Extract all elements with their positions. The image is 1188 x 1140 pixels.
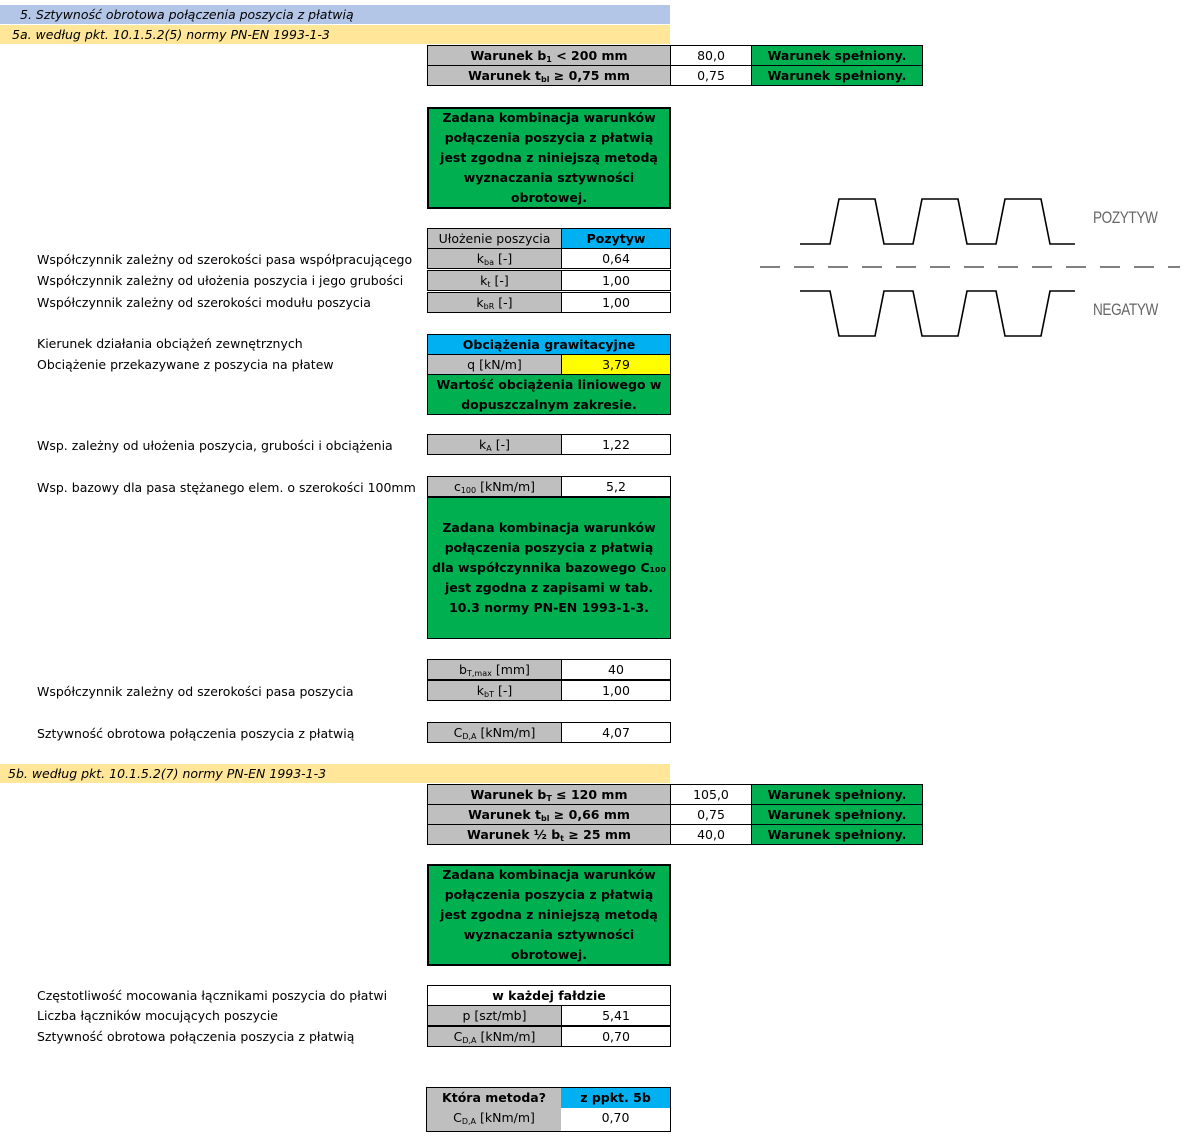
negative-profile-line bbox=[800, 291, 1075, 336]
load-desc: Obciążenie przekazywane z poszycia na płatew bbox=[37, 357, 334, 372]
method-compliance-note: Zadana kombinacja warunków połączenia poszycia z płatwią jest zgodna z niniejszą metodą wyznaczania sztywności obrotowej. bbox=[427, 107, 671, 209]
coef-kba-value: 0,64 bbox=[561, 248, 671, 269]
coef-kbr-value: 1,00 bbox=[561, 292, 671, 313]
coef-kba-desc: Współczynnik zależny od szerokości pasa współpracującego bbox=[37, 252, 413, 267]
coef-kt-value: 1,00 bbox=[561, 270, 671, 291]
coef-kbr-symbol: $k_{bR}$ [-] bbox=[427, 292, 562, 313]
coef-kbt-value: 1,00 bbox=[561, 680, 671, 701]
section-5b-header bbox=[0, 764, 670, 783]
cda-5a-symbol: $C_{D,A}$ [kNm/m] bbox=[427, 722, 562, 743]
coef-ka-value: 1,22 bbox=[561, 434, 671, 455]
condition-bt-status: Warunek spełniony. bbox=[751, 784, 923, 805]
fastener-frequency-value[interactable]: w każdej fałdzie bbox=[427, 985, 671, 1006]
layout-label: Ułożenie poszycia bbox=[427, 228, 562, 249]
condition-tbl-5b-value: 0,75 bbox=[670, 804, 752, 825]
load-label: q [kN/m] bbox=[427, 354, 562, 375]
bt-max-symbol: $b_{T,max}$ [mm] bbox=[427, 659, 562, 680]
coef-kt-symbol: $k_t$ [-] bbox=[427, 270, 562, 291]
condition-tbl-value: 0,75 bbox=[670, 65, 752, 86]
fastener-count-value: 5,41 bbox=[561, 1005, 671, 1026]
coef-kbt-desc: Współczynnik zależny od szerokości pasa poszycia bbox=[37, 684, 354, 699]
section-5-title: 5. Sztywność obrotowa połączenia poszycia z płatwią bbox=[20, 7, 354, 22]
cda-5b-symbol: $C_{D,A}$ [kNm/m] bbox=[427, 1026, 562, 1047]
bt-max-value: 40 bbox=[561, 659, 671, 680]
positive-profile-line bbox=[800, 199, 1075, 244]
condition-bt-label: Warunek $b_T \le 120$ mm bbox=[427, 784, 671, 805]
coef-kba-symbol: $k_{ba}$ [-] bbox=[427, 248, 562, 269]
load-direction-value[interactable]: Obciążenia grawitacyjne bbox=[427, 334, 671, 355]
final-cda-value: 0,70 bbox=[561, 1108, 670, 1131]
method-choice-value[interactable]: z ppkt. 5b bbox=[561, 1088, 670, 1109]
load-value[interactable]: 3,79 bbox=[561, 354, 671, 375]
load-range-note: Wartość obciążenia liniowego w dopuszczalnym zakresie. bbox=[427, 374, 671, 415]
section-5a-title: 5a. według pkt. 10.1.5.2(5) normy PN-EN 1993-1-3 bbox=[12, 27, 330, 42]
section-5-header bbox=[0, 5, 670, 24]
fastener-count-desc: Liczba łączników mocujących poszycie bbox=[37, 1008, 278, 1023]
coef-kt-desc: Współczynnik zależny od ułożenia poszycia i jego grubości bbox=[37, 273, 404, 288]
condition-tbl-5b-status: Warunek spełniony. bbox=[751, 804, 923, 825]
final-cda-symbol: $C_{D,A}$ [kNm/m] bbox=[427, 1108, 562, 1131]
load-direction-desc: Kierunek działania obciążeń zewnętrznych bbox=[37, 336, 303, 351]
condition-tbl-5b-label: Warunek $t_{bl} \ge 0,66$ mm bbox=[427, 804, 671, 825]
positive-label: POZYTYW bbox=[1093, 208, 1158, 227]
coef-ka-symbol: $k_A$ [-] bbox=[427, 434, 562, 455]
method-5b-compliance-note: Zadana kombinacja warunków połączenia poszycia z płatwią jest zgodna z niniejszą metodą wyznaczania sztywności obrotowej. bbox=[427, 864, 671, 966]
fastener-count-label: p [szt/mb] bbox=[427, 1005, 562, 1026]
condition-b1-label: Warunek $b_1 < 200$ mm bbox=[427, 45, 671, 66]
negative-label: NEGATYW bbox=[1093, 300, 1158, 319]
condition-tbl-status: Warunek spełniony. bbox=[751, 65, 923, 86]
condition-half-bt-label: Warunek ½ $b_t \ge 25$ mm bbox=[427, 824, 671, 845]
section-5a-header bbox=[0, 25, 670, 44]
coef-ka-desc: Wsp. zależny od ułożenia poszycia, grubości i obciążenia bbox=[37, 438, 393, 453]
condition-bt-value: 105,0 bbox=[670, 784, 752, 805]
fastener-frequency-desc: Częstotliwość mocowania łącznikami poszycia do płatwi bbox=[37, 988, 388, 1003]
condition-b1-value: 80,0 bbox=[670, 45, 752, 66]
cda-5a-value: 4,07 bbox=[561, 722, 671, 743]
c100-desc: Wsp. bazowy dla pasa stężanego elem. o szerokości 100mm bbox=[37, 480, 416, 495]
c100-compliance-note: Zadana kombinacja warunków połączenia poszycia z płatwią dla współczynnika bazowego C₁₀₀ jest zgodna z zapisami w tab. 10.3 normy PN-EN 1993-1-3. bbox=[427, 497, 671, 639]
c100-value: 5,2 bbox=[561, 476, 671, 497]
cda-5a-desc: Sztywność obrotowa połączenia poszycia z płatwią bbox=[37, 726, 355, 741]
condition-tbl-label: Warunek $t_{bl} \ge 0,75$ mm bbox=[427, 65, 671, 86]
cda-5b-desc: Sztywność obrotowa połączenia poszycia z płatwią bbox=[37, 1029, 355, 1044]
condition-b1-status: Warunek spełniony. bbox=[751, 45, 923, 66]
coef-kbr-desc: Współczynnik zależny od szerokości modułu poszycia bbox=[37, 295, 371, 310]
method-choice-label: Która metoda? bbox=[427, 1088, 562, 1109]
cda-5b-value: 0,70 bbox=[561, 1026, 671, 1047]
coef-kbt-symbol: $k_{bT}$ [-] bbox=[427, 680, 562, 701]
condition-half-bt-status: Warunek spełniony. bbox=[751, 824, 923, 845]
condition-half-bt-value: 40,0 bbox=[670, 824, 752, 845]
layout-value[interactable]: Pozytyw bbox=[561, 228, 671, 249]
section-5b-title: 5b. według pkt. 10.1.5.2(7) normy PN-EN 1993-1-3 bbox=[8, 766, 327, 781]
c100-symbol: $c_{100}$ [kNm/m] bbox=[427, 476, 562, 497]
